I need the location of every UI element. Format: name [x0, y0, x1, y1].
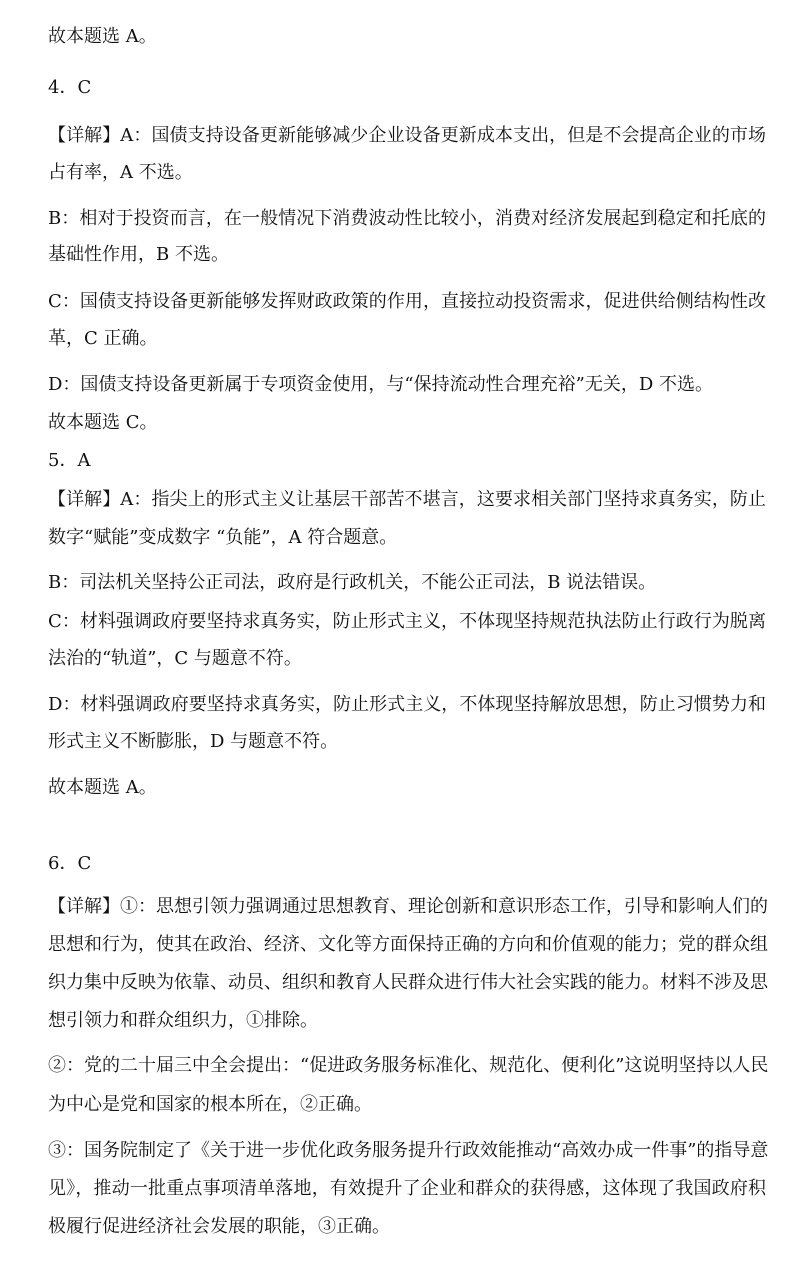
conclusion-q4: 故本题选 C。: [48, 412, 158, 433]
explanation-q5-a-line2: 数字“赋能”变成数字 “负能”，A 符合题意。: [48, 527, 398, 548]
explanation-q6-1-line2: 思想和行为，使其在政治、经济、文化等方面保持正确的方向和价值观的能力；党的群众组: [48, 934, 768, 955]
explanation-q4-d: D：国债支持设备更新属于专项资金使用，与“保持流动性合理充裕”无关，D 不选。: [48, 374, 713, 395]
explanation-q6-1-line4: 想引领力和群众组织力，①排除。: [48, 1010, 318, 1031]
explanation-q4-a-line1: 【详解】A：国债支持设备更新能够减少企业设备更新成本支出，但是不会提高企业的市场: [48, 125, 766, 146]
explanation-q6-3-line1: ③：国务院制定了《关于进一步优化政务服务提升行政效能推动“高效办成一件事”的指导意: [48, 1140, 769, 1161]
conclusion-q5: 故本题选 A。: [48, 777, 157, 798]
explanation-q6-2-line1: ②：党的二十届三中全会提出：“促进政务服务标准化、规范化、便利化”这说明坚持以人民: [48, 1055, 769, 1076]
explanation-q5-c-line1: C：材料强调政府要坚持求真务实，防止形式主义，不体现坚持规范执法防止行政行为脱离: [48, 611, 766, 632]
explanation-q4-a-line2: 占有率，A 不选。: [48, 162, 193, 183]
answer-heading-q4: 4．C: [48, 77, 92, 98]
explanation-q5-a-line1: 【详解】A：指尖上的形式主义让基层干部苦不堪言，这要求相关部门坚持求真务实，防止: [48, 489, 766, 510]
explanation-q5-d-line2: 形式主义不断膨胀，D 与题意不符。: [48, 731, 339, 752]
explanation-q5-b: B：司法机关坚持公正司法，政府是行政机关，不能公正司法，B 说法错误。: [48, 572, 657, 593]
explanation-q5-c-line2: 法治的“轨道”，C 与题意不符。: [48, 648, 302, 669]
explanation-q4-c-line2: 革，C 正确。: [48, 328, 158, 349]
explanation-q4-c-line1: C：国债支持设备更新能够发挥财政政策的作用，直接拉动投资需求，促进供给侧结构性改: [48, 291, 766, 312]
explanation-q6-2-line2: 为中心是党和国家的根本所在，②正确。: [48, 1094, 372, 1115]
explanation-q6-3-line2: 见》，推动一批重点事项清单落地，有效提升了企业和群众的获得感，这体现了我国政府积: [48, 1178, 766, 1199]
answer-heading-q6: 6．C: [48, 853, 92, 874]
explanation-q4-b-line1: B：相对于投资而言，在一般情况下消费波动性比较小，消费对经济发展起到稳定和托底的: [48, 208, 766, 229]
explanation-q5-d-line1: D：材料强调政府要坚持求真务实，防止形式主义，不体现坚持解放思想，防止习惯势力和: [48, 694, 766, 715]
explanation-q6-3-line3: 极履行促进经济社会发展的职能，③正确。: [48, 1216, 390, 1237]
answer-heading-q5: 5．A: [48, 450, 91, 471]
explanation-q4-b-line2: 基础性作用，B 不选。: [48, 244, 229, 265]
explanation-q6-1-line1: 【详解】①：思想引领力强调通过思想教育、理论创新和意识形态工作，引导和影响人们的: [48, 896, 768, 917]
conclusion-q3: 故本题选 A。: [48, 26, 157, 47]
explanation-q6-1-line3: 织力集中反映为依靠、动员、组织和教育人民群众进行伟大社会实践的能力。材料不涉及思: [48, 972, 768, 993]
